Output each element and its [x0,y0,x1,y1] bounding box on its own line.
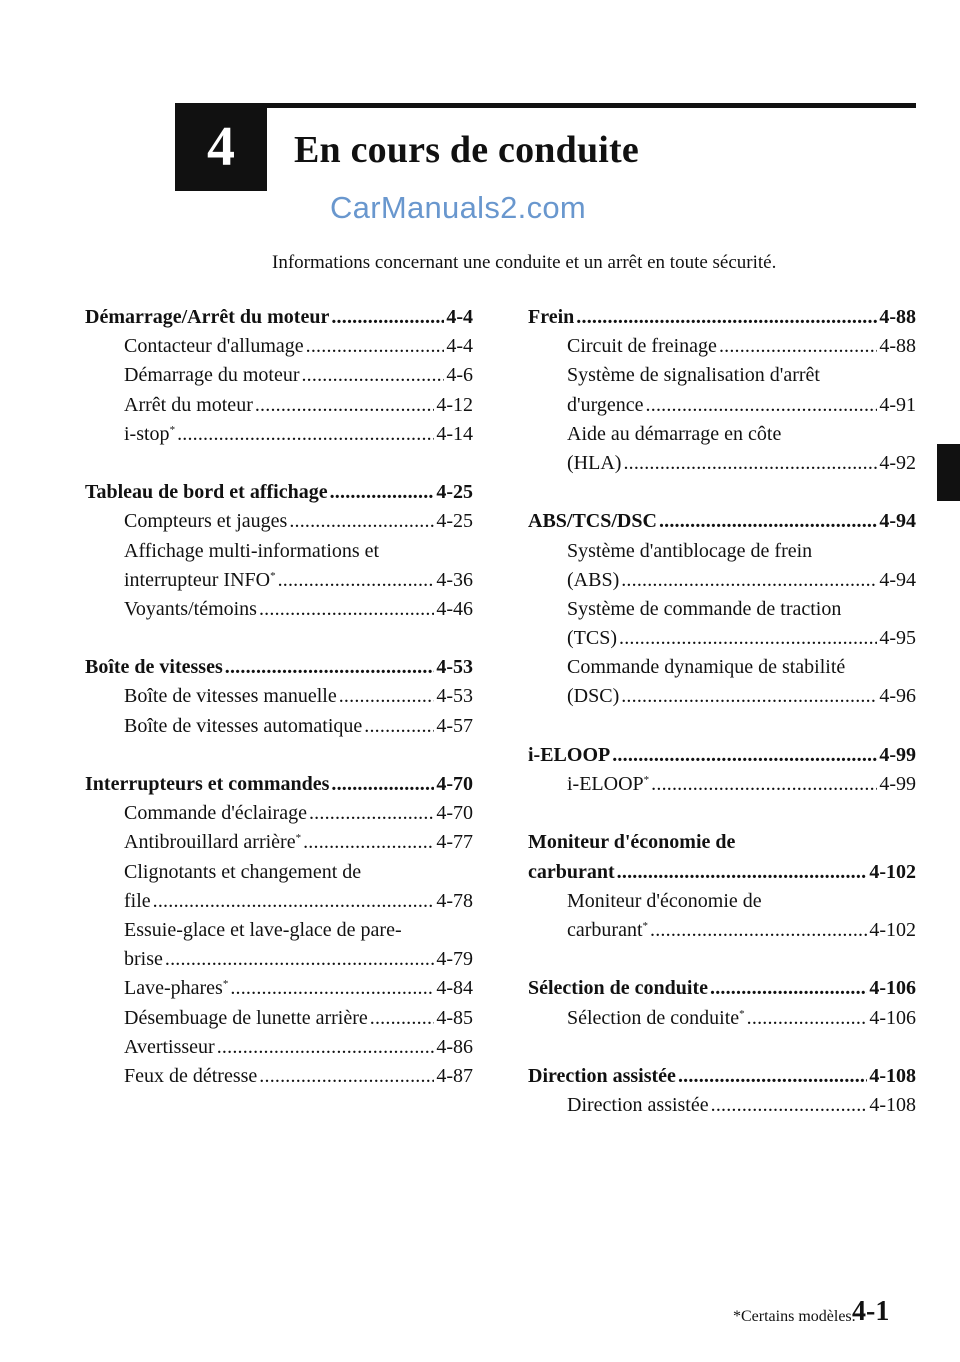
toc-item[interactable]: i-stop* ..... 4-14 [85,420,473,449]
asterisk-mark: * [295,832,302,845]
asterisk-mark: * [643,774,650,786]
toc-section[interactable]: Tableau de bord et affichage ..... 4-25 [85,478,473,507]
toc-item-line[interactable]: Système de commande de traction [567,597,842,620]
chapter-number-box [175,103,267,191]
page-number: 4-1 [852,1296,890,1327]
chapter-title: En cours de conduite [294,129,639,171]
toc-section[interactable]: carburant ..... 4-102 [528,858,916,887]
toc-item[interactable]: Avertisseur ..... 4-86 [85,1033,473,1062]
toc-item[interactable]: Lave-phares* ..... 4-84 [85,974,473,1003]
toc-item[interactable]: d'urgence ..... 4-91 [528,391,916,420]
watermark-logo: CarManuals2.com [330,190,587,225]
toc-item[interactable]: (TCS) ..... 4-95 [528,624,916,653]
toc-item[interactable]: Direction assistée ..... 4-108 [528,1091,916,1120]
asterisk-mark: * [222,978,229,991]
toc-item[interactable]: Boîte de vitesses manuelle ..... 4-53 [85,682,473,711]
toc-item-line[interactable]: Essuie-glace et lave-glace de pare- [124,918,402,941]
toc-item-line[interactable]: Affichage multi-informations et [124,539,380,562]
toc-section[interactable]: Interrupteurs et commandes ..... 4-70 [85,770,473,799]
toc-item[interactable]: Antibrouillard arrière* ..... 4-77 [85,828,473,857]
chapter-intro: Informations concernant une conduite et un arrêt en toute sécurité. [272,252,777,273]
asterisk-mark: * [169,423,176,436]
toc-left-column [85,303,473,1091]
toc-item[interactable]: Sélection de conduite* ..... 4-106 [528,1004,916,1033]
toc-item[interactable]: carburant* ..... 4-102 [528,916,916,945]
asterisk-mark: * [270,569,276,582]
toc-right-column [528,303,916,1120]
chapter-number: 4 [207,116,235,178]
toc-item-line[interactable]: Système d'antiblocage de frein [567,539,813,562]
toc-item-line[interactable]: Système de signalisation d'arrêt [567,364,820,387]
toc-section[interactable]: ABS/TCS/DSC ..... 4-94 [528,507,916,536]
header-rule [175,103,916,108]
toc-section[interactable]: Démarrage/Arrêt du moteur ..... 4-4 [85,303,473,332]
asterisk-mark: * [642,919,649,932]
toc-item[interactable]: brise ..... 4-79 [85,945,473,974]
chapter-side-tab [937,444,960,501]
toc-item[interactable]: (DSC) ..... 4-96 [528,682,916,711]
toc-item[interactable]: file ..... 4-78 [85,887,473,916]
toc-item[interactable]: interrupteur INFO* ..... 4-36 [85,566,473,595]
toc-section[interactable]: Direction assistée ..... 4-108 [528,1062,916,1091]
toc-item[interactable]: Circuit de freinage ..... 4-88 [528,332,916,361]
toc-section[interactable]: i-ELOOP ..... 4-99 [528,741,916,770]
toc-item[interactable]: Démarrage du moteur ..... 4-6 [85,361,473,390]
toc-item-line[interactable]: Commande dynamique de stabilité [567,656,846,679]
toc-item-line[interactable]: Clignotants et changement de [124,860,362,883]
toc-item[interactable]: Arrêt du moteur ..... 4-12 [85,391,473,420]
toc-item[interactable]: (HLA) ..... 4-92 [528,449,916,478]
toc-item[interactable]: i-ELOOP* ..... 4-99 [528,770,916,799]
toc-section-line[interactable]: Moniteur d'économie de [528,831,736,854]
asterisk-mark: * [739,1007,745,1020]
footnote: *Certains modèles. [733,1308,856,1325]
toc-section[interactable]: Frein ..... 4-88 [528,303,916,332]
toc-item[interactable]: Compteurs et jauges ..... 4-25 [85,507,473,536]
toc-item-line[interactable]: Aide au démarrage en côte [567,422,782,445]
toc-section[interactable]: Sélection de conduite ..... 4-106 [528,974,916,1003]
toc-item[interactable]: Feux de détresse ..... 4-87 [85,1062,473,1091]
toc-item-line[interactable]: Moniteur d'économie de [567,889,762,912]
toc-item[interactable]: (ABS) ..... 4-94 [528,566,916,595]
toc-section[interactable]: Boîte de vitesses ..... 4-53 [85,653,473,682]
toc-item[interactable]: Désembuage de lunette arrière ..... 4-85 [85,1004,473,1033]
toc-item[interactable]: Contacteur d'allumage ..... 4-4 [85,332,473,361]
toc-item[interactable]: Voyants/témoins ..... 4-46 [85,595,473,624]
toc-item[interactable]: Commande d'éclairage ..... 4-70 [85,799,473,828]
toc-item[interactable]: Boîte de vitesses automatique ..... 4-57 [85,712,473,741]
